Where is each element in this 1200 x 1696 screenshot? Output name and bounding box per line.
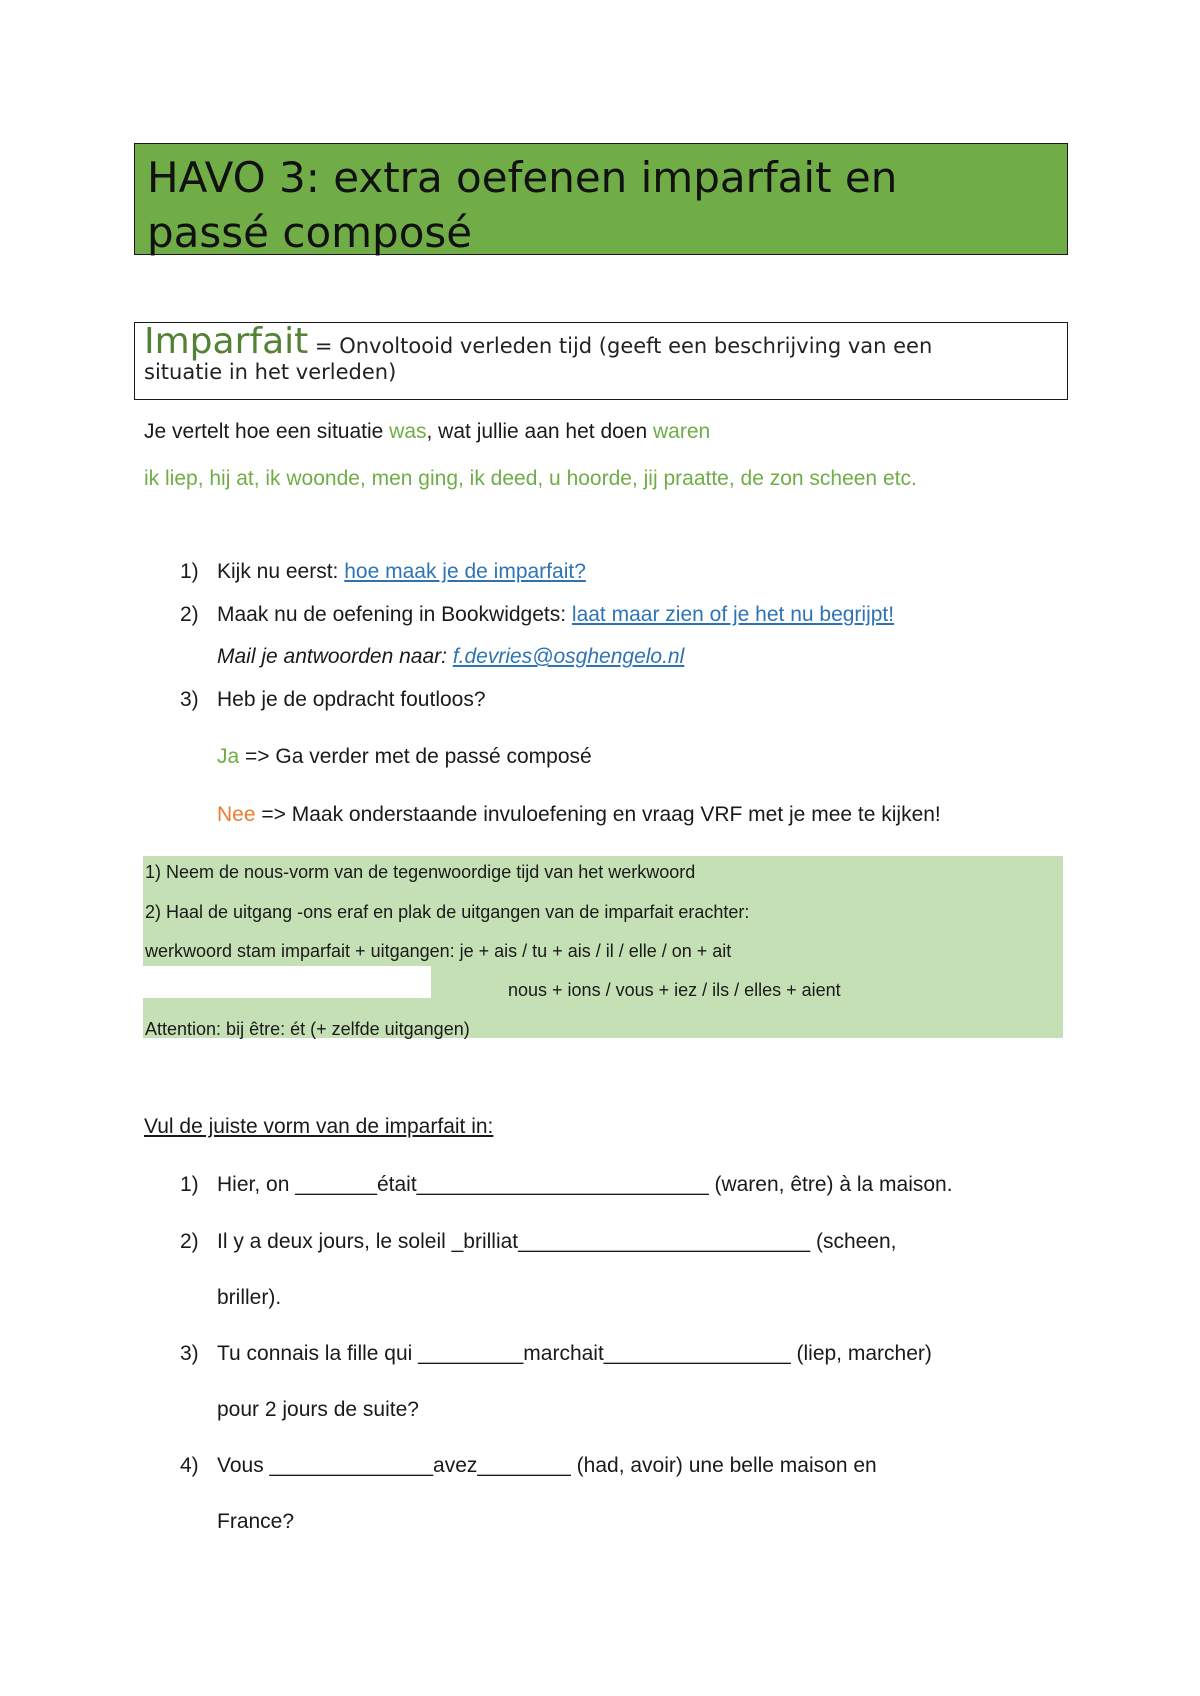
step-2-number: 2) (180, 603, 199, 626)
exercise-4-number: 4) (180, 1454, 199, 1477)
intro-line (144, 420, 710, 444)
title-line-1: HAVO 3: extra oefenen imparfait en (147, 153, 898, 202)
nee-text: => Maak onderstaande invuloefening en vraag VRF met je mee te kijken! (255, 803, 941, 826)
mail-text: Mail je antwoorden naar: (217, 645, 453, 668)
answer-nee (217, 803, 941, 827)
rules-box (143, 856, 1063, 1038)
imparfait-definition-box (134, 322, 1068, 400)
exercise-1-number: 1) (180, 1173, 199, 1196)
rule-line-5: Attention: bij être: ét (+ zelfde uitgangen) (145, 1019, 470, 1039)
imparfait-definition (144, 321, 1044, 387)
intro-was: was (389, 420, 427, 443)
examples-line: ik liep, hij at, ik woonde, men ging, ik deed, u hoorde, jij praatte, de zon scheen etc. (144, 467, 917, 490)
rule-line-3: werkwoord stam imparfait + uitgangen: je + ais / tu + ais / il / elle / on + ait (145, 941, 732, 961)
intro-text-2: , wat jullie aan het doen (426, 420, 654, 443)
exercise-2-text-2: briller). (217, 1286, 282, 1309)
exercise-4-text: Vous ______________avez________ (had, avoir) une belle maison en (217, 1454, 877, 1477)
exercise-4-text-2: France? (217, 1510, 295, 1533)
step-1-text: Kijk nu eerst: (217, 560, 345, 583)
step-1-link[interactable]: hoe maak je de imparfait? (344, 560, 586, 583)
ja-text: => Ga verder met de passé composé (239, 745, 592, 768)
exercise-3-text-2: pour 2 jours de suite? (217, 1398, 419, 1421)
step-1-number: 1) (180, 560, 199, 583)
rule-line-2: 2) Haal de uitgang -ons eraf en plak de uitgangen van de imparfait erachter: (145, 902, 750, 922)
exercise-heading: Vul de juiste vorm van de imparfait in: (144, 1115, 494, 1138)
exercise-3-number: 3) (180, 1342, 199, 1365)
rule-white-gap (143, 966, 431, 998)
page-title (147, 150, 1047, 260)
exercise-1-text: Hier, on _______était_________________________ (waren, être) à la maison. (217, 1173, 953, 1196)
answer-ja (217, 745, 592, 769)
ja-label: Ja (217, 745, 240, 768)
exercise-3-text: Tu connais la fille qui _________marchait________________ (liep, marcher) (217, 1342, 932, 1365)
title-line-2: passé composé (147, 208, 473, 257)
step-1 (217, 560, 586, 584)
imparfait-word: Imparfait (144, 321, 309, 362)
step-2-link[interactable]: laat maar zien of je het nu begrijpt! (571, 603, 895, 626)
mail-link[interactable]: f.devries@osghengelo.nl (452, 645, 685, 668)
imparfait-definition-text-2: situatie in het verleden) (144, 360, 397, 384)
rule-line-4: nous + ions / vous + iez / ils / elles + aient (508, 980, 841, 1000)
exercise-2-number: 2) (180, 1230, 199, 1253)
nee-label: Nee (217, 803, 256, 826)
step-2 (217, 603, 894, 627)
mail-line (217, 645, 684, 669)
exercise-2-text: Il y a deux jours, le soleil _brilliat_________________________ (scheen, (217, 1230, 897, 1253)
step-2-text: Maak nu de oefening in Bookwidgets: (217, 603, 572, 626)
step-3-text: Heb je de opdracht foutloos? (217, 688, 486, 711)
intro-text-1: Je vertelt hoe een situatie (144, 420, 390, 443)
intro-waren: waren (653, 420, 711, 443)
title-box (134, 143, 1068, 255)
imparfait-definition-text: = Onvoltooid verleden tijd (geeft een beschrijving van een (308, 334, 933, 358)
rule-line-1: 1) Neem de nous-vorm van de tegenwoordige tijd van het werkwoord (145, 862, 696, 882)
step-3-number: 3) (180, 688, 199, 711)
